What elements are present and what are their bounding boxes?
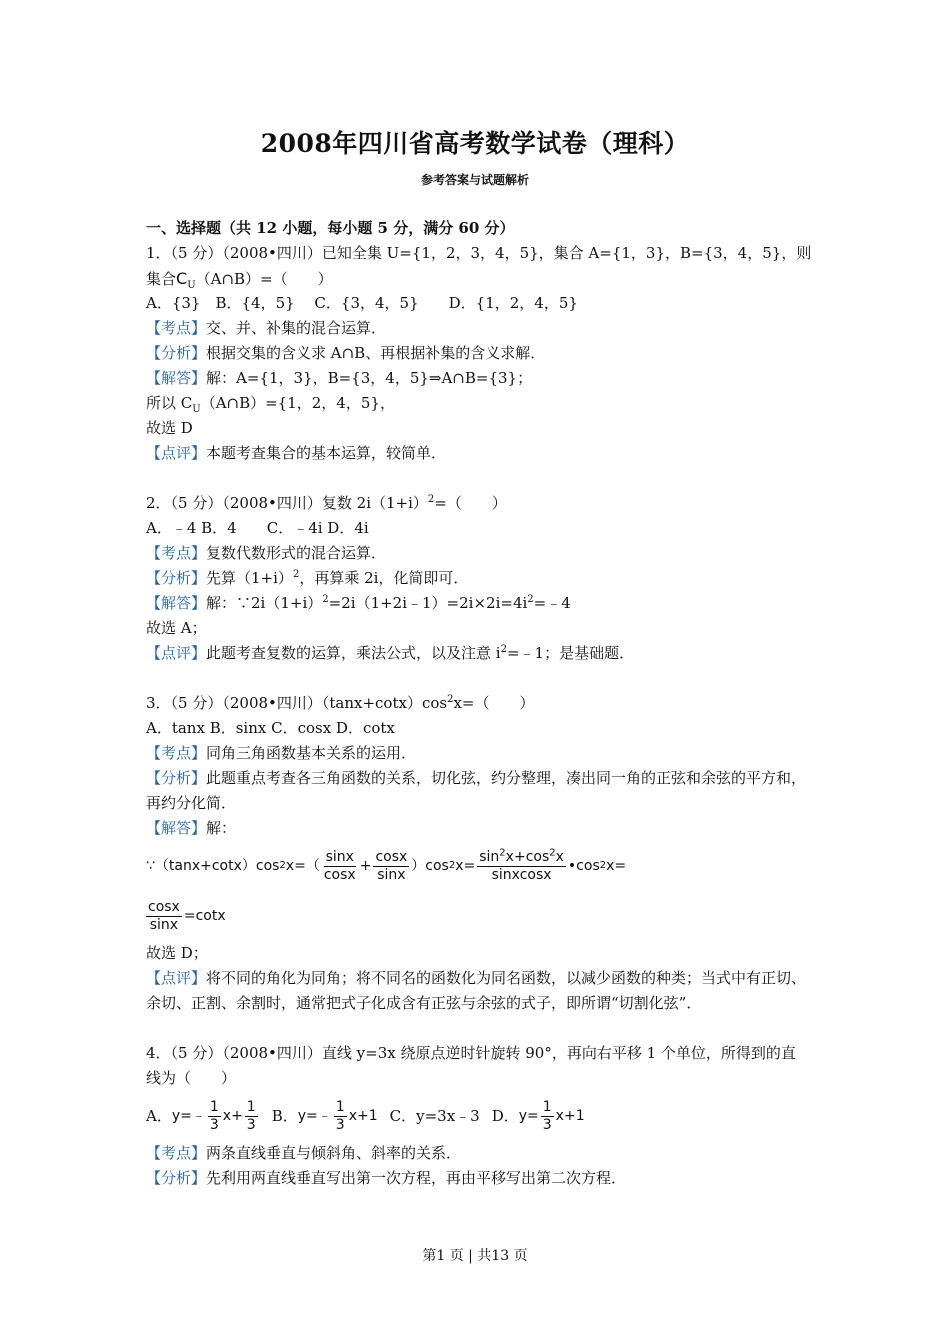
- q3-stem-post: x=（ ）: [453, 694, 535, 712]
- option-text: y=﹣: [171, 1107, 206, 1124]
- q1-kaodian: [146, 316, 810, 341]
- formula-sup: 2: [499, 846, 506, 858]
- formula-part: ）cos: [411, 857, 449, 874]
- q4-option-a: [146, 1099, 260, 1134]
- fraction-numerator: 1: [542, 1098, 552, 1115]
- formula-plus: +: [359, 857, 372, 874]
- page-footer: 第1 页 | 共13 页: [422, 1248, 528, 1264]
- fraction-denominator: cosx: [323, 866, 356, 883]
- q2-dianping-sup: 2: [500, 644, 507, 655]
- q4-option-b: [272, 1099, 378, 1134]
- spacer: [146, 466, 810, 491]
- q4-options: [146, 1091, 810, 1141]
- formula-part: x=: [606, 857, 627, 874]
- tag-fenxi: 【分析】: [146, 569, 207, 587]
- q2-kaodian-text: 复数代数形式的混合运算．: [206, 544, 387, 562]
- fraction-numerator: [477, 846, 566, 867]
- q2-fenxi-post: ，再算乘 2i，化简即可．: [299, 569, 469, 587]
- q2-answer: 故选 A；: [146, 619, 207, 637]
- tag-kaodian: 【考点】: [146, 319, 207, 337]
- q1-dianping-text: 本题考查集合的基本运算，较简单．: [206, 444, 447, 462]
- tag-fenxi: 【分析】: [146, 1169, 207, 1187]
- fraction-denominator: 3: [335, 1116, 345, 1133]
- option-text: y=: [518, 1107, 539, 1124]
- q4-fenxi-text: 先利用两直线垂直写出第一次方程，再由平移写出第二次方程．: [206, 1169, 627, 1187]
- q1-jieda-text: 解：A={1，3}，B={3，4，5}⇒A∩B={3}；: [206, 369, 533, 387]
- tag-dianping: 【点评】: [146, 644, 207, 662]
- formula-sup: 2: [549, 846, 556, 858]
- complement-symbol: C: [176, 269, 188, 288]
- q1-stem-text-end: （A∩B）=（ ）: [195, 270, 333, 288]
- option-text: x+1: [555, 1107, 585, 1124]
- fraction-denominator: sinx: [377, 866, 406, 883]
- q3-stem-pre: 3．（5 分）（2008•四川）（tanx+cotx）cos: [146, 694, 448, 712]
- fraction-denominator: 3: [542, 1116, 552, 1133]
- q4-kaodian: [146, 1141, 810, 1166]
- q2-kaodian: [146, 541, 810, 566]
- page-title: 2008年四川省高考数学试卷（理科）: [260, 129, 690, 158]
- tag-fenxi: 【分析】: [146, 769, 207, 787]
- q2-jieda-sup1: 2: [322, 594, 329, 605]
- fraction-numerator: 1: [209, 1098, 219, 1115]
- q1-solution-post: （A∩B）={1，2，4，5}，: [200, 394, 395, 412]
- q3-kaodian: [146, 741, 810, 766]
- tag-jieda: 【解答】: [146, 369, 207, 387]
- q3-formula-line2: [146, 891, 810, 941]
- option-label: A．: [146, 1106, 172, 1125]
- q3-answer: 故选 D；: [146, 944, 208, 962]
- q1-fenxi-text: 根据交集的含义求 A∩B、再根据补集的含义求解．: [206, 344, 546, 362]
- formula-part: =cotx: [183, 907, 226, 924]
- formula-part: x+cos: [505, 848, 550, 865]
- option-text: x+: [222, 1107, 243, 1124]
- option-label: B．: [271, 1106, 298, 1125]
- q3-dianping: [146, 966, 810, 1016]
- q1-jieda: [146, 366, 810, 391]
- q1-solution-sub: U: [192, 404, 201, 415]
- tag-fenxi: 【分析】: [146, 344, 207, 362]
- q3-formula-line1: ∵（tanx+cotx）cos 2 x=（ $\frac{\sin x}{\cos x}$ + $\frac{\cos x}{\sin x}$ ）cos 2 x= $\frac{\sin^2x+\cos^2x}{\text{sinxcosx}}$ •cos 2 x=: [146, 846, 627, 883]
- fraction-one-third: [334, 1099, 347, 1134]
- q1-options: A．{3} B．{4，5} C．{3，4，5} D．{1，2，4，5}: [146, 294, 578, 312]
- option-label: D．: [491, 1106, 519, 1125]
- tag-jieda: 【解答】: [146, 819, 207, 837]
- q2-dianping-pre: 此题考查复数的运算，乘法公式，以及注意 i: [206, 644, 501, 662]
- tag-kaodian: 【考点】: [146, 1144, 207, 1162]
- q2-stem-post: =（ ）: [434, 494, 507, 512]
- fraction-one-third: [208, 1099, 221, 1134]
- q3-fenxi-text: 此题重点考查各三角函数的关系，切化弦，约分整理，凑出同一角的正弦和余弦的平方和，再约分化简．: [146, 769, 807, 812]
- q1-stem-line1: 1．（5 分）（2008•四川）已知全集 U={1，2，3，4，5}，集合 A={1，3}，B={3，4，5}，则: [146, 244, 812, 262]
- fraction-cosx-sinx: [146, 899, 182, 934]
- q2-fenxi-pre: 先算（1+i）: [206, 569, 293, 587]
- fraction-denominator: sinx: [149, 916, 179, 933]
- fraction-denominator: 3: [246, 1116, 256, 1133]
- q3-kaodian-text: 同角三角函数基本关系的运用．: [206, 744, 417, 762]
- q3-fenxi: [146, 766, 810, 816]
- q2-stem: [146, 491, 810, 516]
- q2-jieda-a: 解：∵2i（1+i）: [206, 594, 323, 612]
- q2-options: A．﹣4 B．4 C．﹣4i D．4i: [146, 519, 369, 537]
- option-text: x+1: [348, 1107, 378, 1124]
- complement-subscript: U: [187, 280, 196, 291]
- q1-dianping: [146, 441, 810, 466]
- q4-option-c: C．y=3x﹣3: [389, 1106, 480, 1125]
- q1-kaodian-text: 交、并、补集的混合运算．: [206, 319, 387, 337]
- fraction-numerator: sinx: [325, 848, 354, 865]
- q2-fenxi: [146, 566, 810, 591]
- spacer: [146, 1016, 810, 1041]
- tag-kaodian: 【考点】: [146, 744, 207, 762]
- tag-dianping: 【点评】: [146, 444, 207, 462]
- q2-stem-sup: 2: [427, 494, 435, 505]
- document-content: [146, 216, 810, 1191]
- q2-jieda-c: =﹣4: [533, 594, 571, 612]
- q3-options: A．tanx B．sinx C．cosx D．cotx: [146, 719, 395, 737]
- fraction-one-third: [245, 1099, 258, 1134]
- q1-stem-line2: [146, 266, 810, 291]
- formula-part: x: [555, 848, 564, 865]
- fraction-one-third: [541, 1099, 554, 1134]
- tag-dianping: 【点评】: [146, 969, 207, 987]
- fraction-denominator: 3: [209, 1116, 219, 1133]
- q3-stem: [146, 691, 810, 716]
- tag-kaodian: 【考点】: [146, 544, 207, 562]
- q2-fenxi-sup: 2: [292, 569, 300, 580]
- q4-kaodian-text: 两条直线垂直与倾斜角、斜率的关系．: [206, 1144, 462, 1162]
- fraction-sin2-cos2: [477, 846, 566, 884]
- spacer: [146, 666, 810, 691]
- q2-jieda: [146, 591, 810, 616]
- q1-solution-line: [146, 391, 810, 416]
- q1-stem-text: 集合: [146, 270, 177, 288]
- section-heading: 一、选择题（共 12 小题，每小题 5 分，满分 60 分）: [146, 219, 515, 237]
- q2-jieda-b: =2i（1+2i﹣1）=2i×2i=4i: [328, 594, 528, 612]
- q3-jieda: [146, 816, 810, 841]
- q4-fenxi: [146, 1166, 810, 1191]
- q2-dianping-post: =﹣1；是基础题．: [506, 644, 635, 662]
- q2-stem-pre: 2．（5 分）（2008•四川）复数 2i（1+i）: [146, 494, 428, 512]
- formula-part: x=: [455, 857, 476, 874]
- q4-stem: 4．（5 分）（2008•四川）直线 y=3x 绕原点逆时针旋转 90°，再向右平移 1 个单位，所得到的直线为（ ）: [146, 1044, 796, 1087]
- q1-answer: 故选 D: [146, 419, 193, 437]
- fraction-numerator: cosx: [375, 848, 408, 865]
- fraction-sinx-cosx: [322, 849, 358, 884]
- fraction-denominator: sinxcosx: [491, 866, 552, 883]
- q4-option-d: [492, 1099, 585, 1134]
- tag-jieda: 【解答】: [146, 594, 207, 612]
- q1-solution-pre: 所以 C: [146, 394, 193, 412]
- q3-stem-sup: 2: [447, 694, 454, 705]
- page-subtitle: 参考答案与试题解析: [420, 173, 529, 187]
- q3-jieda-text: 解：: [206, 819, 237, 837]
- option-text: y=﹣: [297, 1107, 332, 1124]
- q1-fenxi: [146, 341, 810, 366]
- fraction-numerator: 1: [246, 1098, 256, 1115]
- q2-jieda-sup2: 2: [527, 594, 534, 605]
- formula-part: sin: [479, 848, 500, 865]
- formula-part: x=（: [285, 857, 320, 874]
- formula-part: ∵（tanx+cotx）cos: [146, 857, 280, 874]
- fraction-numerator: 1: [335, 1098, 345, 1115]
- q3-dianping-text: 将不同的角化为同角；将不同名的函数化为同名函数，以减少函数的种类；当式中有正切、余切、正割、余割时，通常把式子化成含有正弦与余弦的式子，即所谓“切割化弦”．: [146, 969, 807, 1012]
- q2-dianping: [146, 641, 810, 666]
- fraction-cosx-sinx: [373, 849, 409, 884]
- fraction-numerator: cosx: [148, 898, 180, 915]
- formula-part: •cos: [567, 857, 600, 874]
